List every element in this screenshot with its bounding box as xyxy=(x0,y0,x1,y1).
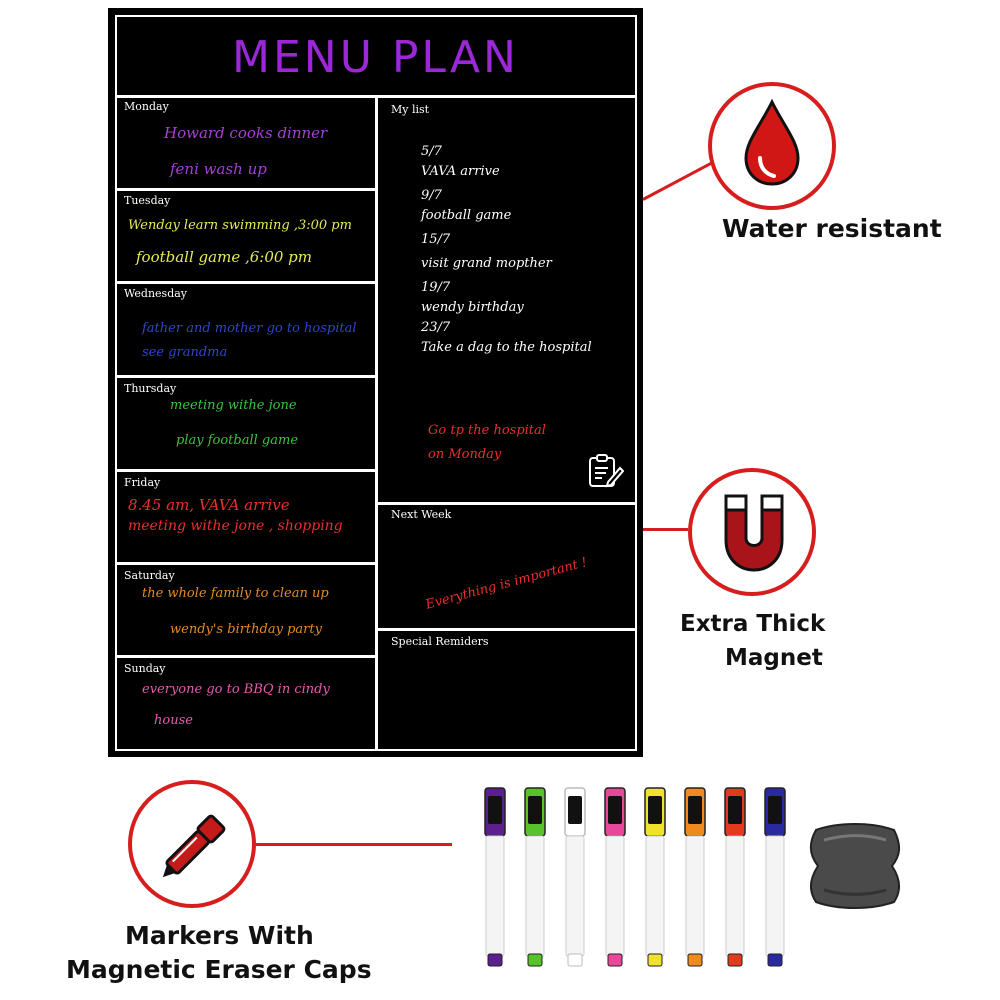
wednesday-line-2: see grandma xyxy=(142,345,228,360)
next-week-box xyxy=(376,503,637,630)
magnet-label-line-1: Extra Thick xyxy=(680,611,826,637)
tuesday-line-1: Wenday learn swimming ,3:00 pm xyxy=(128,218,352,233)
connector-line-water xyxy=(642,161,714,201)
wednesday-line-1: father and mother go to hospital xyxy=(142,321,357,336)
marker-pen xyxy=(684,786,706,974)
my-list-entry: 19/7 xyxy=(421,280,451,295)
special-reminders-label: Special Remiders xyxy=(391,635,489,648)
water-circle xyxy=(708,82,836,210)
my-list-note-line-2: on Monday xyxy=(428,447,502,462)
saturday-line-2: wendy's birthday party xyxy=(170,622,322,637)
day-label-wednesday: Wednesday xyxy=(124,287,188,300)
day-label-tuesday: Tuesday xyxy=(124,194,171,207)
markers-label-line-2: Magnetic Eraser Caps xyxy=(66,955,372,984)
next-week-label: Next Week xyxy=(391,508,452,521)
water-drop-icon xyxy=(740,98,804,188)
monday-line-1: Howard cooks dinner xyxy=(164,124,328,142)
board-title: MENU PLAN xyxy=(232,32,519,83)
my-list-entry: wendy birthday xyxy=(421,300,524,315)
marker-pen xyxy=(484,786,506,974)
my-list-entry: visit grand mopther xyxy=(421,256,552,271)
day-label-sunday: Sunday xyxy=(124,662,166,675)
markers-label-line-1: Markers With xyxy=(125,921,314,950)
friday-line-2: meeting withe jone , shopping xyxy=(128,518,343,534)
my-list-note-line-1: Go tp the hospital xyxy=(428,423,546,438)
water-resistant-label: Water resistant xyxy=(722,214,942,243)
friday-line-1: 8.45 am, VAVA arrive xyxy=(128,496,290,514)
sunday-line-2: house xyxy=(154,713,193,728)
marker-pen xyxy=(724,786,746,974)
markers-circle xyxy=(128,780,256,908)
my-list-entry: 23/7 xyxy=(421,320,451,335)
magnet-circle xyxy=(688,468,816,596)
marker-pen xyxy=(524,786,546,974)
my-list-label: My list xyxy=(391,103,430,116)
day-label-saturday: Saturday xyxy=(124,569,175,582)
my-list-entry: VAVA arrive xyxy=(421,164,500,179)
my-list-entry: 9/7 xyxy=(421,188,442,203)
menu-plan-board xyxy=(108,8,643,757)
thursday-line-2: play football game xyxy=(176,433,299,448)
marker-pen xyxy=(564,786,586,974)
marker-pen xyxy=(764,786,786,974)
day-label-thursday: Thursday xyxy=(124,382,177,395)
my-list-entry: football game xyxy=(421,208,512,223)
marker-icon xyxy=(144,796,244,896)
connector-line-magnet xyxy=(643,528,688,531)
saturday-line-1: the whole family to clean up xyxy=(142,586,329,601)
day-label-monday: Monday xyxy=(124,100,169,113)
connector-line-markers xyxy=(256,843,452,846)
tuesday-line-2: football game ,6:00 pm xyxy=(136,248,313,266)
my-list-entry: 5/7 xyxy=(421,144,442,159)
magnet-icon xyxy=(706,486,802,582)
marker-pen xyxy=(644,786,666,974)
my-list-entry: Take a dag to the hospital xyxy=(421,340,592,355)
marker-pen xyxy=(604,786,626,974)
magnet-label-line-2: Magnet xyxy=(725,645,823,671)
thursday-line-1: meeting withe jone xyxy=(170,398,297,413)
eraser-sponge xyxy=(802,820,908,910)
day-label-friday: Friday xyxy=(124,476,161,489)
monday-line-2: feni wash up xyxy=(170,160,267,178)
sunday-line-1: everyone go to BBQ in cindy xyxy=(142,682,330,697)
clipboard-pen-icon xyxy=(586,452,624,490)
next-week-note: Everything is important ! xyxy=(424,555,589,613)
my-list-entry: 15/7 xyxy=(421,232,451,247)
